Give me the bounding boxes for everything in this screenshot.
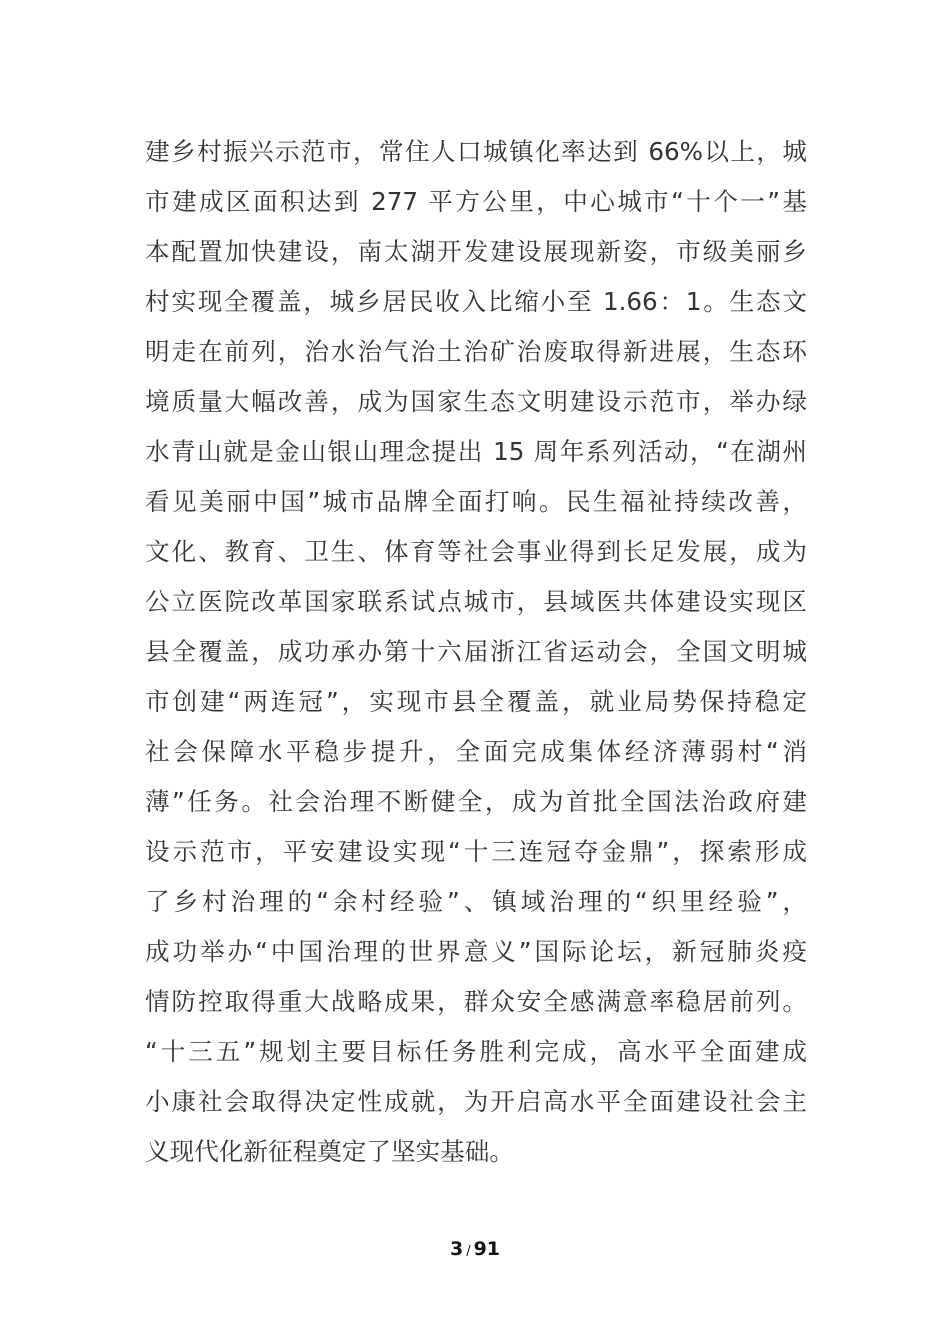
page-number [0, 1238, 950, 1260]
text-line: 市创建“两连冠”，实现市县全覆盖，就业局势保持稳定 [145, 687, 807, 716]
text-line: 本配置加快建设，南太湖开发建设展现新姿，市级美丽乡 [145, 237, 807, 266]
text-line: 公立医院改革国家联系试点城市，县域医共体建设实现区 [145, 587, 807, 616]
text-line: 义现代化新征程奠定了坚实基础。 [145, 1137, 514, 1166]
text-line: 看见美丽中国”城市品牌全面打响。民生福祉持续改善， [145, 487, 807, 516]
text-line: 文化、教育、卫生、体育等社会事业得到长足发展，成为 [145, 537, 807, 566]
text-line: 小康社会取得决定性成就，为开启高水平全面建设社会主 [145, 1087, 807, 1116]
text-line: 境质量大幅改善，成为国家生态文明建设示范市，举办绿 [145, 387, 807, 416]
text-line: 县全覆盖，成功承办第十六届浙江省运动会，全国文明城 [145, 637, 807, 666]
text-line: 成功举办“中国治理的世界意义”国际论坛，新冠肺炎疫 [145, 937, 807, 966]
text-line: 建乡村振兴示范市，常住人口城镇化率达到 66%以上，城 [145, 137, 807, 166]
text-line: “十三五”规划主要目标任务胜利完成，高水平全面建成 [145, 1037, 807, 1066]
text-line: 设示范市，平安建设实现“十三连冠夺金鼎”，探索形成 [145, 837, 807, 866]
body-paragraph [145, 127, 807, 1177]
text-line: 水青山就是金山银山理念提出 15 周年系列活动，“在湖州 [145, 437, 807, 466]
current-page: 3 [449, 1238, 464, 1260]
text-line: 社会保障水平稳步提升，全面完成集体经济薄弱村“消 [145, 737, 807, 766]
text-line: 情防控取得重大战略成果，群众安全感满意率稳居前列。 [145, 987, 807, 1016]
text-line: 市建成区面积达到 277 平方公里，中心城市“十个一”基 [145, 187, 807, 216]
text-line: 村实现全覆盖，城乡居民收入比缩小至 1.66：1。生态文 [145, 287, 807, 316]
text-line: 薄”任务。社会治理不断健全，成为首批全国法治政府建 [145, 787, 807, 816]
text-line: 了乡村治理的“余村经验”、镇域治理的“织里经验”， [145, 887, 807, 916]
total-pages: 91 [473, 1238, 501, 1260]
text-line: 明走在前列，治水治气治土治矿治废取得新进展，生态环 [145, 337, 807, 366]
page-separator: / [466, 1244, 471, 1259]
